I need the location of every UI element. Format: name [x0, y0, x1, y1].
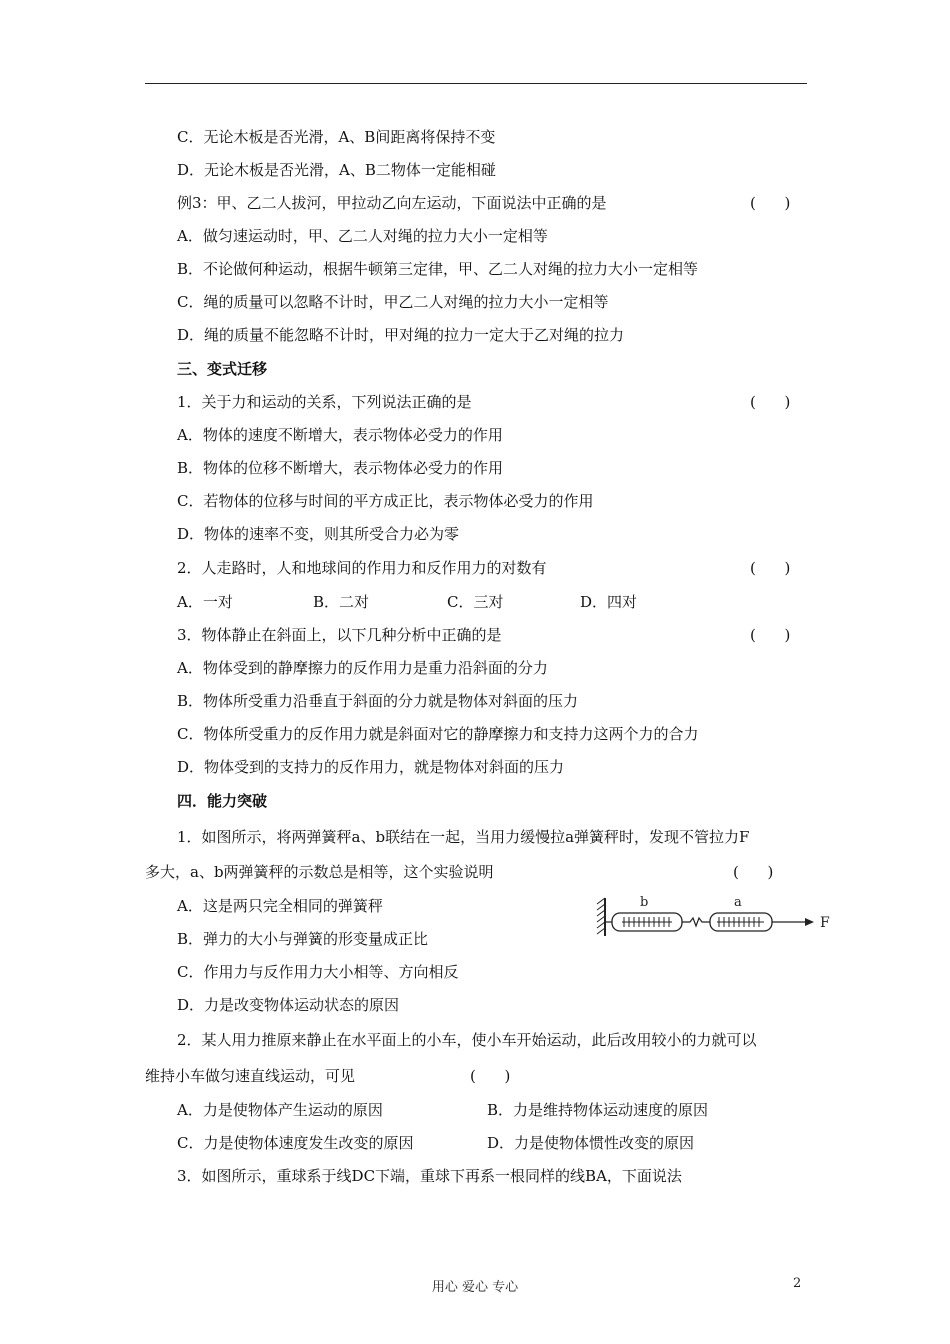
- force-arrow-head: [805, 918, 814, 926]
- text-line: C．三对: [447, 593, 504, 611]
- text-line: B．物体所受重力沿垂直于斜面的分力就是物体对斜面的压力: [177, 692, 579, 710]
- wall-hatching: [597, 898, 605, 934]
- section-heading: 三、变式迁移: [177, 360, 268, 378]
- header-rule: [145, 83, 807, 84]
- answer-blank: ( ): [750, 393, 791, 411]
- text-line: D．力是改变物体运动状态的原因: [177, 996, 400, 1014]
- text-line: C．物体所受重力的反作用力就是斜面对它的静摩擦力和支持力这两个力的合力: [177, 725, 699, 743]
- text-line: B．二对: [313, 593, 370, 611]
- text-line: D．力是使物体惯性改变的原因: [487, 1134, 695, 1152]
- text-line: D．物体受到的支持力的反作用力，就是物体对斜面的压力: [177, 758, 565, 776]
- text-line: B．弹力的大小与弹簧的形变量成正比: [177, 930, 429, 948]
- label-F: F: [820, 915, 830, 931]
- text-line: 多大，a、b两弹簧秤的示数总是相等，这个实验说明: [145, 863, 494, 881]
- spring-scale-figure: [594, 890, 838, 940]
- answer-blank: ( ): [750, 194, 791, 212]
- text-line: D．无论木板是否光滑，A、B二物体一定能相碰: [177, 161, 496, 179]
- page-number: 2: [793, 1276, 802, 1291]
- text-line: A．物体的速度不断增大，表示物体必受力的作用: [177, 426, 503, 444]
- text-line: A．力是使物体产生运动的原因: [177, 1101, 383, 1119]
- answer-blank: ( ): [750, 559, 791, 577]
- footer-motto: 用心 爱心 专心: [431, 1280, 519, 1295]
- answer-blank: ( ): [470, 1067, 511, 1085]
- label-b: b: [640, 895, 649, 910]
- text-line: C．绳的质量可以忽略不计时，甲乙二人对绳的拉力大小一定相等: [177, 293, 609, 311]
- text-line: 1．关于力和运动的关系，下列说法正确的是: [177, 393, 472, 411]
- text-line: C．力是使物体速度发生改变的原因: [177, 1134, 414, 1152]
- text-line: A．一对: [177, 593, 233, 611]
- text-line: 3．物体静止在斜面上，以下几种分析中正确的是: [177, 626, 502, 644]
- text-line: D．绳的质量不能忽略不计时，甲对绳的拉力一定大于乙对绳的拉力: [177, 326, 625, 344]
- text-line: C．作用力与反作用力大小相等、方向相反: [177, 963, 459, 981]
- text-line: B．不论做何种运动，根据牛顿第三定律，甲、乙二人对绳的拉力大小一定相等: [177, 260, 699, 278]
- text-line: A．做匀速运动时，甲、乙二人对绳的拉力大小一定相等: [177, 227, 548, 245]
- text-line: A．这是两只完全相同的弹簧秤: [177, 897, 383, 915]
- text-line: 维持小车做匀速直线运动，可见: [145, 1067, 356, 1085]
- label-a: a: [734, 895, 742, 910]
- text-line: D．物体的速率不变，则其所受合力必为零: [177, 525, 460, 543]
- text-line: D．四对: [580, 593, 638, 611]
- text-line: 3．如图所示，重球系于线DC下端，重球下再系一根同样的线BA，下面说法: [177, 1167, 682, 1185]
- text-line: B．物体的位移不断增大，表示物体必受力的作用: [177, 459, 504, 477]
- section-heading: 四．能力突破: [177, 792, 268, 810]
- text-line: A．物体受到的静摩擦力的反作用力是重力沿斜面的分力: [177, 659, 548, 677]
- text-line: C．无论木板是否光滑，A、B间距离将保持不变: [177, 128, 496, 146]
- text-line: 例3：甲、乙二人拔河，甲拉动乙向左运动，下面说法中正确的是: [177, 194, 607, 212]
- text-line: 2．某人用力推原来静止在水平面上的小车，使小车开始运动，此后改用较小的力就可以: [177, 1031, 757, 1049]
- answer-blank: ( ): [750, 626, 791, 644]
- connector-hook: [682, 918, 710, 926]
- text-line: C．若物体的位移与时间的平方成正比，表示物体必受力的作用: [177, 492, 594, 510]
- text-line: B．力是维持物体运动速度的原因: [487, 1101, 709, 1119]
- text-line: 2．人走路时，人和地球间的作用力和反作用力的对数有: [177, 559, 547, 577]
- answer-blank: ( ): [733, 863, 774, 881]
- text-line: 1．如图所示，将两弹簧秤a、b联结在一起，当用力缓慢拉a弹簧秤时，发现不管拉力F: [177, 828, 750, 846]
